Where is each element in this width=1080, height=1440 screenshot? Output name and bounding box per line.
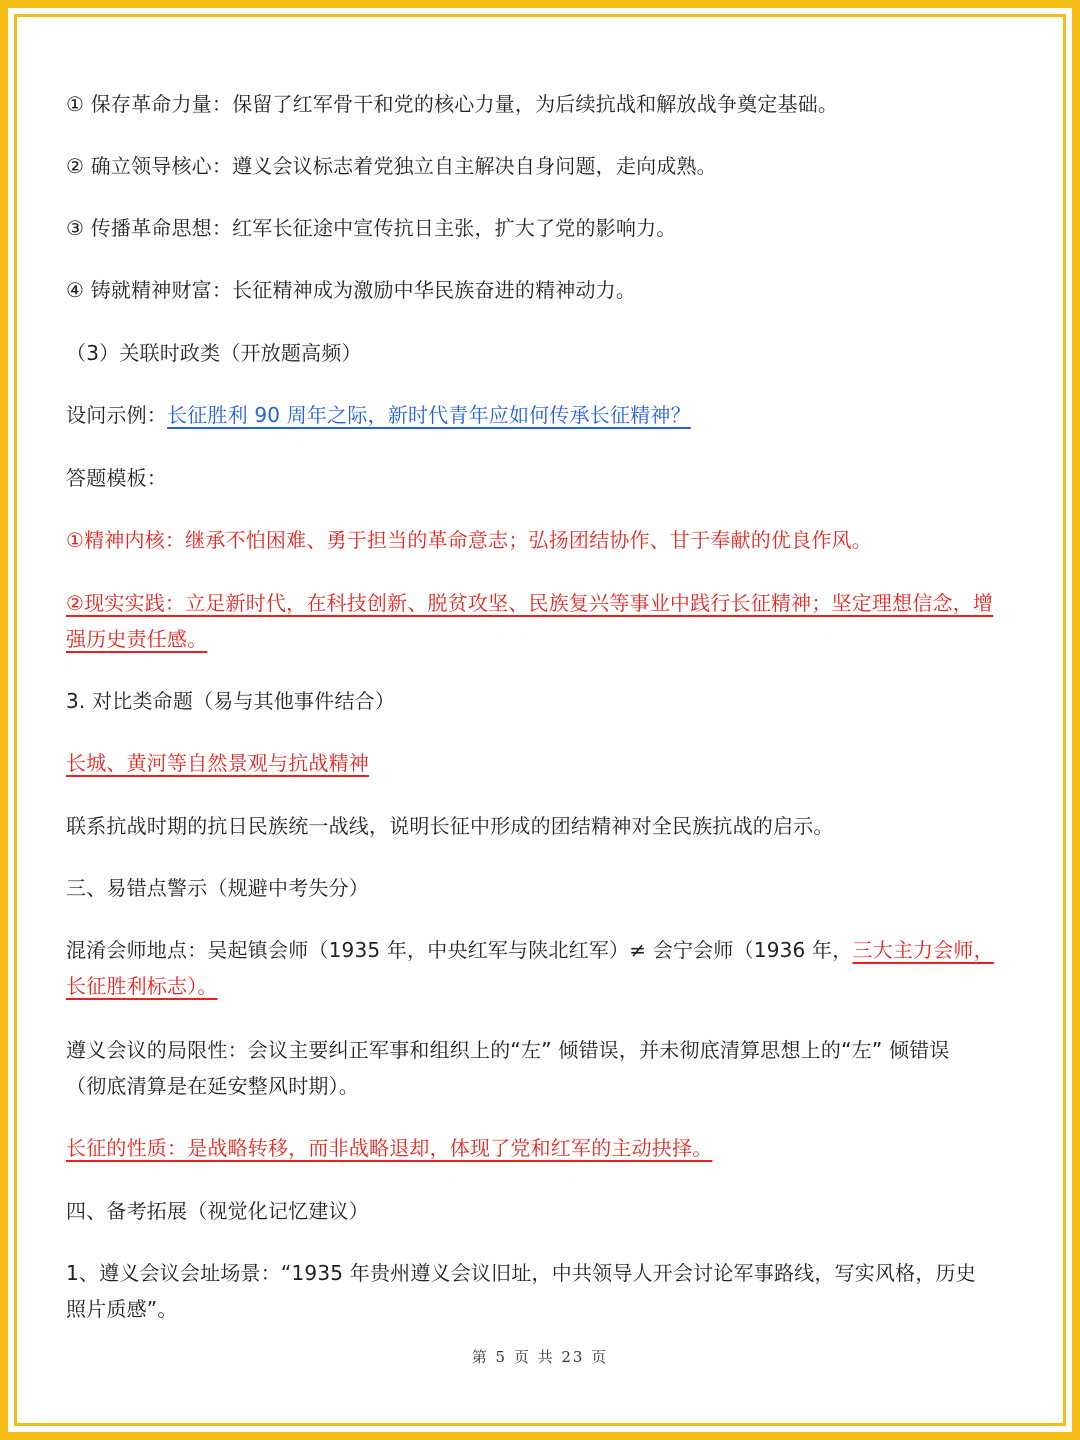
errors-heading: 三、易错点警示（规避中考失分） — [66, 876, 369, 900]
compare-heading: 3. 对比类命题（易与其他事件结合） — [66, 689, 396, 713]
answer-1: ①精神内核：继承不怕困难、勇于担当的革命意志；弘扬团结协作、甘于奉献的优良作风。 — [66, 528, 872, 552]
example-label: 设问示例： — [66, 403, 167, 427]
compare-red-title: 长城、黄河等自然景观与抗战精神 — [66, 751, 369, 775]
extend-heading: 四、备考拓展（视觉化记忆建议） — [66, 1199, 369, 1223]
item-4: ④ 铸就精神财富：长征精神成为激励中华民族奋进的精神动力。 — [66, 278, 637, 302]
error-point-2-cont: （彻底清算是在延安整风时期）。 — [66, 1074, 359, 1098]
error-point-1-red-a: 三大主力会师， — [852, 938, 994, 962]
item-3: ③ 传播革命思想：红军长征途中宣传抗日主张，扩大了党的影响力。 — [66, 216, 677, 240]
template-label: 答题模板： — [66, 466, 167, 490]
extend-point-1-cont: 照片质感”。 — [66, 1297, 178, 1321]
example-question-link[interactable]: 长征胜利 90 周年之际，新时代青年应如何传承长征精神？ — [167, 403, 691, 427]
error-point-3 — [66, 1130, 1018, 1166]
compare-text: 联系抗战时期的抗日民族统一战线，说明长征中形成的团结精神对全民族抗战的启示。 — [66, 814, 834, 838]
item-2: ② 确立领导核心：遵义会议标志着党独立自主解决自身问题，走向成熟。 — [66, 154, 717, 178]
section-heading-3: （3）关联时政类（开放题高频） — [66, 341, 362, 365]
answer-2-cont — [66, 621, 1018, 657]
error-point-1 — [66, 932, 1018, 968]
compare-red-title-row — [66, 745, 1018, 781]
error-point-1-cont — [66, 968, 1018, 1004]
error-point-1-red-b: 长征胜利标志）。 — [66, 974, 218, 998]
answer-2-line-2: 强历史责任感。 — [66, 627, 208, 651]
answer-2-line-1: ②现实实践：立足新时代，在科技创新、脱贫攻坚、民族复兴等事业中践行长征精神；坚定理想信念，增 — [66, 591, 994, 615]
example-question — [66, 397, 1018, 433]
error-point-1-text: 混淆会师地点：吴起镇会师（1935 年，中央红军与陕北红军）≠ 会宁会师（1936 年， — [66, 938, 853, 962]
answer-2 — [66, 585, 1018, 621]
page-number-footer: 第 5 页 共 23 页 — [471, 1348, 609, 1366]
error-point-3-text: 长征的性质：是战略转移，而非战略退却，体现了党和红军的主动抉择。 — [66, 1136, 713, 1160]
extend-point-1: 1、遵义会议会址场景：“1935 年贵州遵义会议旧址，中共领导人开会讨论军事路线，写实风格，历史 — [66, 1261, 976, 1285]
item-1: ① 保存革命力量：保留了红军骨干和党的核心力量，为后续抗战和解放战争奠定基础。 — [66, 92, 839, 116]
error-point-2: 遵义会议的局限性：会议主要纠正军事和组织上的“左” 倾错误，并未彻底清算思想上的“左” 倾错误 — [66, 1038, 950, 1062]
